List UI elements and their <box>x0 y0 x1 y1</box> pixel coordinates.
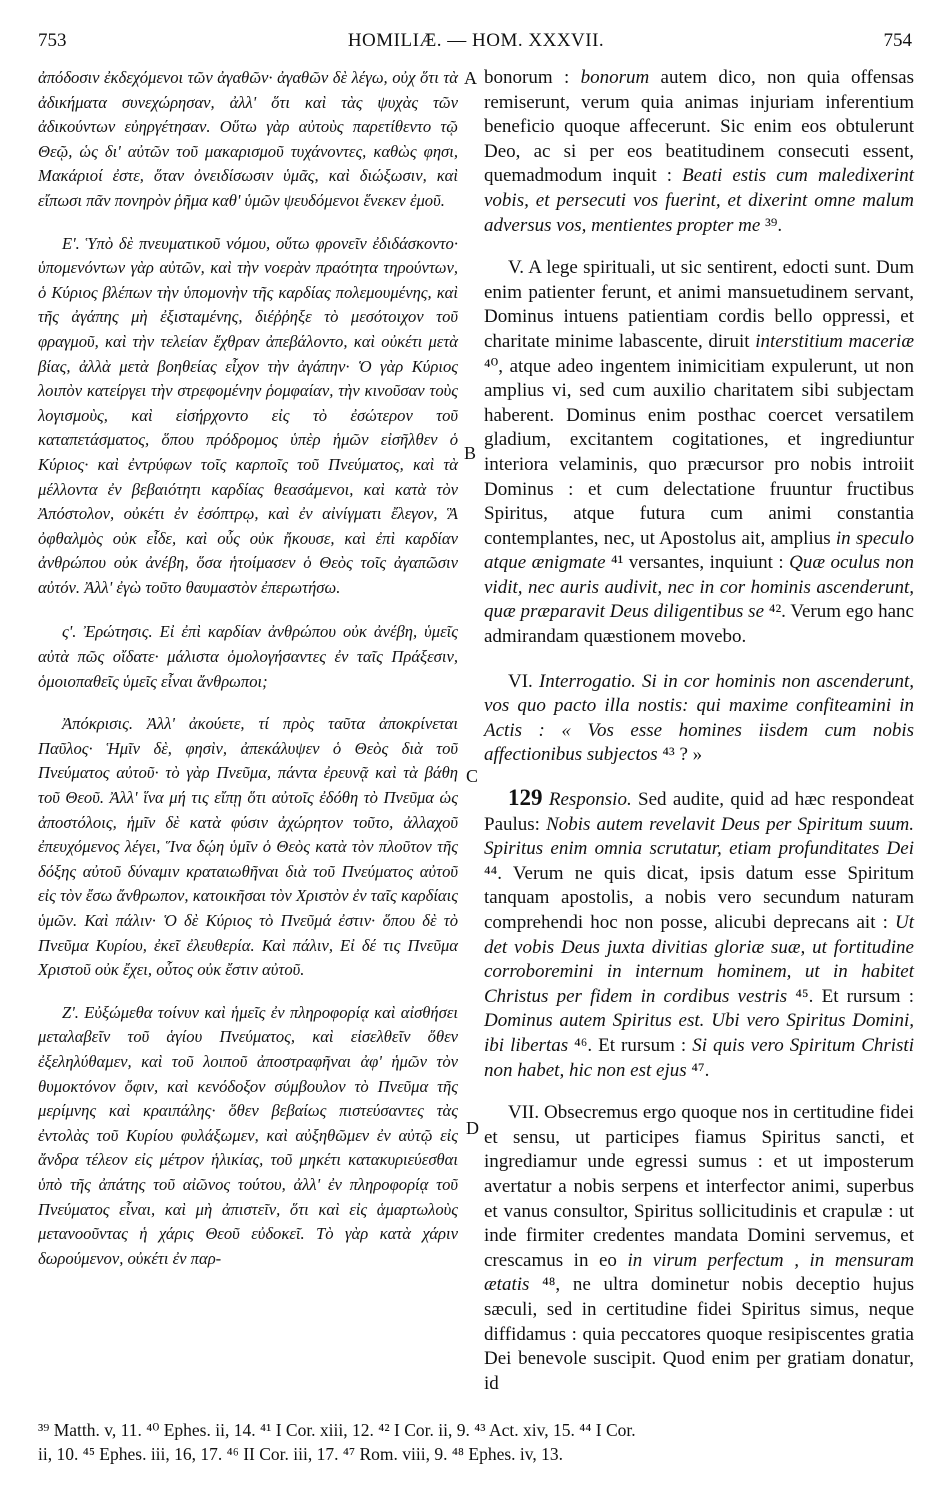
latin-quotation: in virum perfectum , in mensuram ætatis <box>484 1249 914 1296</box>
latin-text: ⁴². Verum ego hanc admirandam quæstionem movebo. <box>484 601 914 648</box>
page-number-right: 754 <box>883 30 912 51</box>
latin-quotation: Dominus autem Spiritus est. Ubi vero Spiritus Domini, ibi libertas <box>484 1010 914 1056</box>
margin-letter-d: D <box>466 1118 479 1138</box>
latin-text: ⁴⁰, atque adeo ingentem inimicitiam expulerunt, ut non amplius vi, sed cum auxilio charitatem sibi subjectam haberent. Dominus enim posthac coercet versatilem gladium, excitantem cogitationes, et ingrediuntur interiora velaminis, quo præcursor pro nobis introiit Dominus : et cum delectatione fruuntur fructibus Spiritus, atque futura cum animi constantia contemplantes, nec, ut Apostolus ait, amplius <box>484 355 914 549</box>
latin-italic: bonorum <box>580 67 650 88</box>
latin-text: ⁴¹ versantes, inquiunt : <box>605 552 790 574</box>
greek-paragraph-5: Ζ'. Εὐξώμεθα τοίνυν καὶ ἡμεῖς ἐν πληροφορίᾳ καὶ αἰσθήσει μεταλαβεῖν τοῦ ἁγίου Πνεύματος, καὶ εἰσελθεῖν ὅθεν ἐξεληλύθαμεν, καὶ τοῦ λοιποῦ ἀποστραφῆναι ἀφ' ἡμῶν τὸν θυμοκτόνον ὄφιν, καὶ κενόδοξον σύμβουλον τὸ Πνεῦμα τῆς μερίμνης καὶ κραιπάλης· ὅθεν βεβαίως πιστεύσαντες τὰς ἐντολὰς τοῦ Κυρίου φυλάξωμεν, καὶ αὐξηθῶμεν ἐν αὐτῷ εἰς ἄνδρα τέλεον εἰς μέτρον ἡλικίας, τοῦ μηκέτι κατακυριεύεσθαι ὑπὸ τῆς ἀπάτης τοῦ αἰῶνος τούτου, ἀλλ' ἐν πληροφορίᾳ τοῦ Πνεύματος εἶναι, καὶ μὴ ἀπιστεῖν, ὅτι καὶ εἰς ἁμαρτωλοὺς μετανοοῦντας ἡ χάρις Θεοῦ εὐδοκεῖ. Τὸ γὰρ κατὰ χάριν δωρούμενον, οὐκέτι ἐν παρ- <box>38 1002 458 1268</box>
latin-quotation: in speculo atque ænigmate <box>484 527 914 574</box>
greek-paragraph-1: ἀπόδοσιν ἐκδεχόμενοι τῶν ἀγαθῶν· ἀγαθῶν δὲ λέγω, οὐχ ὅτι τὰ ἀδικήματα συνεχώρησαν, ἀλλ' ὅτι καὶ τὰς ψυχὰς τῶν ἀδικούντων εὐηργέτησαν. Οὕτω γὰρ αὐτοὺς παρετίθεντο τῷ Θεῷ, ὡς δι' αὐτῶν τοῦ μακαρισμοῦ τυχάνοντες, καθὼς φησι, Μακάριοί ἐστε, ὅταν ὀνειδίσωσιν ὑμᾶς, καὶ διώξωσιν, καὶ εἴπωσι πᾶν πονηρὸν ῥῆμα καθ' ὑμῶν ψευδόμενοι ἕνεκεν ἐμοῦ. <box>38 68 458 210</box>
margin-letter-b: B <box>464 443 477 463</box>
latin-quotation: Ut det vobis Deus juxta divitias gloriæ suæ, ut fortitudine corroboremini in internum hominem, ut in habitet Christus per fidem in cordibus vestris <box>484 912 914 1007</box>
latin-quotation: Nobis autem revelavit Deus per Spiritum suum. Spiritus enim omnia scrutatur, etiam profunditates Dei <box>484 813 915 860</box>
latin-quotation: interstitium maceriæ <box>755 330 914 352</box>
latin-text: ⁴⁶. Et rursum : <box>568 1034 693 1056</box>
latin-paragraph-5 <box>484 1101 914 1396</box>
latin-heading: Responsio. <box>548 789 632 811</box>
greek-paragraph-2: Ε'. Ὑπὸ δὲ πνευματικοῦ νόμου, οὕτω φρονεῖν ἐδιδάσκοντο· ὑπομενόντων γὰρ αὐτῶν, καὶ τὴν νοερὰν πραότητα τηρούντων, ὁ Κύριος βλέπων τὴν ὑπομονὴν τῆς καρδίας πολεμουμένης, καὶ τῆς ἀγάπης μὴ ἐξισταμένης, διέῤῥηξε τὸ μεσότοιχον τοῦ φραγμοῦ, καὶ τὴν τελείαν ἔχθραν ἀπεβάλοντο, καὶ οὐκέτι μετὰ βίας, ἀλλὰ μετὰ βοηθείας εἶχον τὴν ἀγάπην· Ὁ γὰρ Κύριος λοιπὸν κατείργει τὴν στρεφομένην ῥομφαίαν, τὴν κινοῦσαν τοὺς λογισμοὺς, καὶ εἰσήρχοντο εἰς τὸ ἐσώτερον τοῦ καταπετάσματος, ὅπου πρόδρομος ὑπὲρ ἡμῶν εἰσῆλθεν ὁ Κύριος· καὶ ἐντρύφων τοῖς καρποῖς τοῦ Πνεύματος, καὶ τὰ μέλλοντα ἐν βεβαιότητι καρδίας θεασάμενοι, καὶ κατὰ τὸν Ἀπόστολον, οὐκέτι ἐν ἐσόπτρῳ, καὶ ἐν αἰνίγματι ἔλεγον, Ἃ ὀφθαλμὸς οὐκ εἶδε, καὶ οὖς οὐκ ἤκουσε, καὶ ἐπὶ καρδίαν ἀνθρώπου οὐκ ἀνέβη, ὅσα ἡτοίμασεν ὁ Θεὸς τοῖς ἀγαπῶσιν αὐτόν. Ἀλλ' ἐγὼ τοῦτο θαυμαστὸν ἐπερωτήσω. <box>38 233 458 597</box>
latin-quotation: Si quis vero Spiritum Christi non habet, hic non est ejus <box>484 1034 914 1081</box>
greek-paragraph-3: ς'. Ἐρώτησις. Εἰ ἐπὶ καρδίαν ἀνθρώπου οὐκ ἀνέβη, ὑμεῖς αὐτὰ πῶς οἴδατε· μάλιστα ὁμολογήσαντες ἐν ταῖς Πράξεσιν, ὁμοιοπαθεῖς ὑμεῖς εἶναι ἄνθρωποι; <box>38 622 458 691</box>
footnote-line-1: ³⁹ Matth. v, 11. ⁴⁰ Ephes. ii, 14. ⁴¹ I Cor. xiii, 12. ⁴² I Cor. ii, 9. ⁴³ Act. xiv, 15. ⁴⁴ I Cor. <box>38 1420 636 1440</box>
latin-paragraph-3 <box>484 670 914 768</box>
latin-text: bonorum : <box>484 67 581 88</box>
latin-text: VII. Obsecremus ergo quoque nos in certitudine fidei et sensu, ut participes fiamus Spiritus sancti, et ingrediamur unde egressi sumus : et ut imposterum avertatur a nobis serpens et interfector animi, superbus et vanus consultor, Spiritus sollicitudinis et crapulæ : ut inde firmiter credentes mandata Domini servemus, et crescamus in eo <box>484 1102 914 1271</box>
section-number: VI. <box>508 670 539 692</box>
footnote-ref: ³⁹. <box>760 214 783 236</box>
latin-text: Sed audite, quid ad hæc respondeat Paulus: <box>484 789 915 835</box>
latin-text: ⁴⁵. Et rursum : <box>787 985 914 1007</box>
page-number-left: 753 <box>38 30 67 51</box>
latin-quotation: Beati estis cum maledixerint vobis, et persecuti vos fuerint, et dixerint omne malum adversus vos, mentientes propter me <box>484 165 914 236</box>
latin-text: ⁴⁴. Verum ne quis dicat, ipsis datum esse Spiritum tanquam apostolis, a nobis vero secundum naturam comprehendi hoc non posse, alicubi deprecans ait : <box>484 862 914 933</box>
page-header <box>0 30 952 60</box>
latin-question: Interrogatio. Si in cor hominis non ascenderunt, vos quo pacto illa nostis: qui maxime confiteamini in Actis : « Vos esse homines iisdem cum nobis affectionibus subjectos <box>484 670 914 766</box>
latin-paragraph-2 <box>484 256 914 650</box>
footnote-line-2: ii, 10. ⁴⁵ Ephes. iii, 16, 17. ⁴⁶ II Cor. iii, 17. ⁴⁷ Rom. viii, 9. ⁴⁸ Ephes. iv, 13. <box>38 1444 564 1464</box>
greek-paragraph-4: Ἀπόκρισις. Ἀλλ' ἀκούετε, τί πρὸς ταῦτα ἀποκρίνεται Παῦλος· Ἡμῖν δὲ, φησὶν, ἀπεκάλυψεν ὁ Θεὸς διὰ τοῦ Πνεύματος αὐτοῦ· τὸ γὰρ Πνεῦμα, πάντα ἐρευνᾷ καὶ τὰ βάθη τοῦ Θεοῦ. Ἀλλ' ἵνα μή τις εἴπῃ ὅτι αὐτοῖς ἐδόθη τὸ Πνεῦμα ὡς ἀποστόλοις, ἡμῖν δὲ κατὰ φύσιν ἀχώρητον τοῦτο, ἀλλαχοῦ ἐπευχόμενος λέγει, Ἵνα δῴη ὑμῖν ὁ Θεὸς κατὰ τὸν πλοῦτον τῆς δόξης αὐτοῦ δύναμιν κραταιωθῆναι διὰ τοῦ Πνεύματος αὐτοῦ εἰς τὸν ἔσω ἄνθρωπον, κατοικῆσαι τὸν Χριστὸν ἐν ταῖς καρδίαις ὑμῶν. Καὶ πάλιν· Ὁ δὲ Κύριος τὸ Πνεῦμά ἐστιν· ὅπου δὲ τὸ Πνεῦμα Κυρίου, ἐκεῖ ἐλευθερία. Καὶ πάλιν, Εἰ δέ τις Πνεῦμα Χριστοῦ οὐκ ἔχει, οὗτος οὐκ ἔστιν αὐτοῦ. <box>38 714 458 980</box>
latin-text: ⁴⁸, ne ultra dominetur nobis deceptio hujus sæculi, sed in certitudine fidei Spiritus simus, neque diffidamus : quia peccatores quoque resipiscentes gratia Dei benevole suscipit. Quod enim per gratiam donatur, id <box>484 1274 914 1394</box>
column-number: 129 <box>508 785 543 811</box>
margin-letter-c: C <box>466 766 479 786</box>
latin-text: V. A lege spirituali, ut sic sentirent, edocti sunt. Dum enim patienter ferunt, et animi mansuetudinem servant, Dominus intuens patientiam cordis bello oppressi, et charitate minime labascente, diruit <box>484 257 914 352</box>
footnote-ref: ⁴⁷. <box>686 1059 710 1081</box>
footnote-ref: ⁴³ ? » <box>657 744 703 766</box>
latin-paragraph-1 <box>484 66 914 238</box>
running-title: HOMILIÆ. — HOM. XXXVII. <box>347 30 605 51</box>
latin-paragraph-4 <box>484 786 914 1083</box>
latin-quotation: Quæ oculus non vidit, nec auris audivit, nec in cor hominis ascenderunt, quæ præparavit Deus diligentibus se <box>484 552 914 623</box>
latin-column <box>484 66 914 1396</box>
greek-column <box>38 66 458 1271</box>
margin-letter-a: A <box>464 68 477 88</box>
latin-text: autem dico, non quia offensas remiserunt, verum quia animas injuriam inferentium beneficio quoque affecerunt. Sic enim eos obtulerunt Deo, ac si per eos beatitudinem consecuti essent, quemadmodum inquit : <box>484 67 914 187</box>
footnotes <box>38 1418 918 1466</box>
